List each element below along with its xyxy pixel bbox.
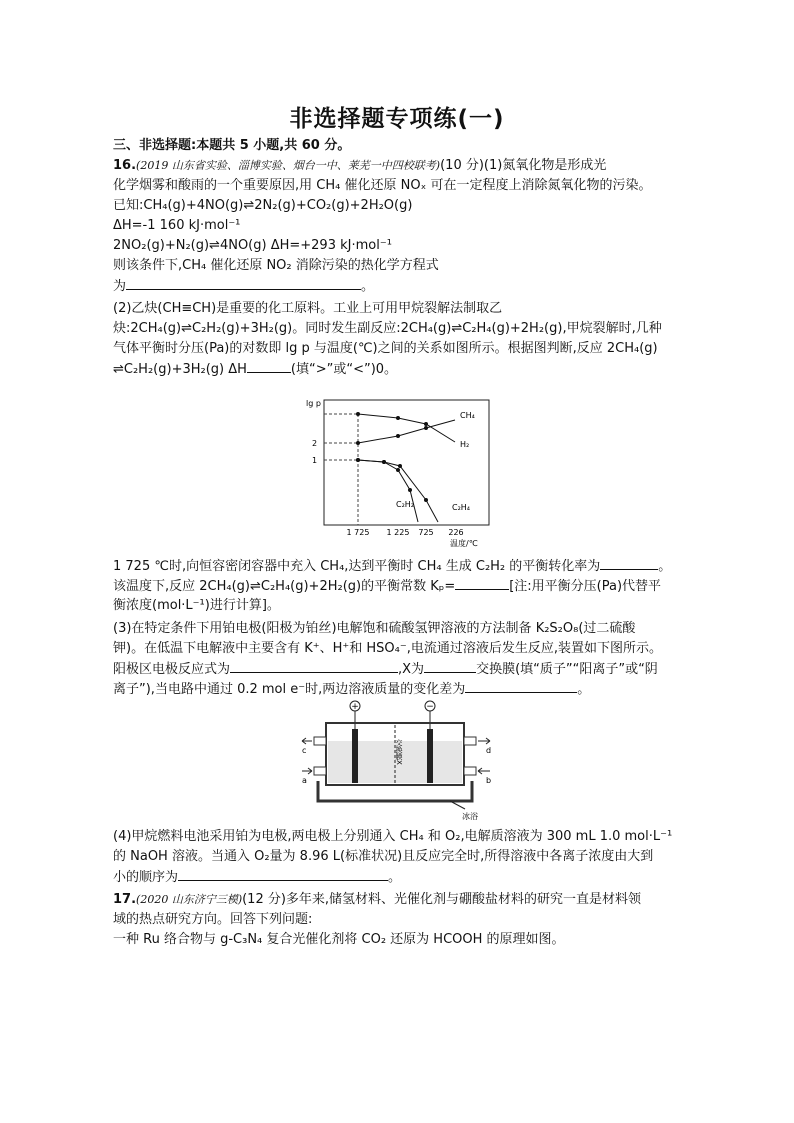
- series-point: [382, 460, 386, 464]
- q16-p2-line-3: 气体平衡时分压(Pa)的对数即 lg p 与温度(℃)之间的关系如图所示。根据图判断,反应 2CH₄(g): [113, 341, 658, 356]
- cathode-electrode: [427, 729, 433, 783]
- ice-bath-label: 冰浴: [462, 812, 478, 821]
- x-tick-label: 1 725: [346, 528, 370, 537]
- q17-line-1: 17.(2020 山东济宁三模)(12 分)多年来,储氢材料、光催化剂与硼酸盐材料的研究一直是材料领: [113, 892, 642, 907]
- series-point: [356, 412, 360, 416]
- answer-blank-3[interactable]: [600, 557, 658, 570]
- series-label: C₂H₄: [452, 503, 471, 512]
- series-point: [356, 441, 360, 445]
- q16-line-4: ΔH=-1 160 kJ·mol⁻¹: [113, 218, 241, 233]
- q16-line-6: 则该条件下,CH₄ 催化还原 NO₂ 消除污染的热化学方程式: [113, 258, 439, 273]
- x-tick-label: 226: [448, 528, 464, 537]
- q16-p3-line-3: 阳极区电极反应式为 ,X为 交换膜(填“质子”“阳离子”或“阴: [113, 662, 658, 677]
- q17-number: 17.: [113, 892, 137, 907]
- q17-line-3: 一种 Ru 络合物与 g-C₃N₄ 复合光催化剂将 CO₂ 还原为 HCOOH 的原理如图。: [113, 932, 565, 947]
- anode-electrode: [352, 729, 358, 783]
- svg-text:−: −: [426, 702, 434, 712]
- svg-text:c: c: [302, 746, 307, 755]
- q16-line-5: 2NO₂(g)+N₂(g)⇌4NO(g) ΔH=+293 kJ·mol⁻¹: [113, 238, 392, 253]
- y-tick-label: 1: [312, 456, 318, 465]
- series-point: [396, 434, 400, 438]
- series-point: [408, 488, 412, 492]
- page-title: 非选择题专项练(一): [289, 106, 505, 132]
- answer-blank-8[interactable]: [178, 868, 388, 881]
- series-label: CH₄: [460, 411, 475, 420]
- section-heading: 三、非选择题:本题共 5 小题,共 60 分。: [113, 138, 351, 153]
- y-tick-label: 2: [312, 439, 318, 448]
- series-point: [424, 422, 428, 426]
- answer-blank-7[interactable]: [465, 680, 577, 693]
- series-point: [396, 416, 400, 420]
- q16-score: (10 分)(1)氮氧化物是形成光: [440, 158, 607, 173]
- q16-p4-line-3: 小的顺序为 。: [113, 870, 402, 885]
- q16-line-3: 已知:CH₄(g)+4NO(g)⇌2N₂(g)+CO₂(g)+2H₂O(g): [113, 198, 413, 213]
- series-curve-2: [358, 420, 455, 443]
- series-point: [398, 464, 402, 468]
- answer-blank-1[interactable]: [126, 277, 361, 290]
- outlet-d-arrow: [478, 738, 490, 744]
- q16-p2-line-4: ⇌C₂H₂(g)+3H₂(g) ΔH (填“>”或“<”)0。: [113, 362, 398, 377]
- inlet-b-arrow: [478, 768, 490, 774]
- series-point: [424, 426, 428, 430]
- q16-p3-line-4: 离子”),当电路中通过 0.2 mol e⁻时,两边溶液质量的变化差为 。: [113, 682, 591, 697]
- q16-line-2: 化学烟雾和酸雨的一个重要原因,用 CH₄ 催化还原 NOₓ 可在一定程度上消除氮氧化物的污染。: [113, 178, 652, 193]
- inlet-a-arrow: [302, 768, 312, 774]
- q16-p2-line-7: 衡浓度(mol·L⁻¹)进行计算]。: [113, 598, 280, 613]
- answer-blank-2[interactable]: [247, 360, 291, 373]
- q17-source: (2020 山东济宁三模): [136, 893, 243, 906]
- q16-number: 16.: [113, 158, 137, 173]
- series-curve-1: [358, 414, 455, 442]
- lgp-temperature-chart: [300, 390, 500, 550]
- svg-text:d: d: [486, 746, 492, 755]
- x-tick-label: 725: [418, 528, 434, 537]
- outlet-c-arrow: [302, 738, 312, 744]
- electrolysis-apparatus-diagram: [300, 697, 500, 827]
- membrane-label: 交换膜X: [395, 739, 403, 765]
- q16-source: (2019 山东省实验、淄博实验、烟台一中、莱芜一中四校联考): [136, 159, 441, 172]
- q16-p4-line-1: (4)甲烷燃料电池采用铂为电极,两电极上分别通入 CH₄ 和 O₂,电解质溶液为 300 mL 1.0 mol·L⁻¹: [113, 829, 673, 844]
- x-tick-label: 1 225: [386, 528, 410, 537]
- series-point: [424, 498, 428, 502]
- q16-p2-line-6: 该温度下,反应 2CH₄(g)⇌C₂H₄(g)+2H₂(g)的平衡常数 Kₚ= [注:用平衡分压(Pa)代替平: [113, 579, 662, 594]
- q16-p2-line-5: 1 725 ℃时,向恒容密闭容器中充入 CH₄,达到平衡时 CH₄ 生成 C₂H₂ 的平衡转化率为 。: [113, 559, 672, 574]
- chart-ylabel: lg p: [306, 399, 321, 408]
- q16-line-1: [113, 157, 606, 175]
- answer-blank-5[interactable]: [230, 660, 398, 673]
- answer-blank-6[interactable]: [424, 660, 476, 673]
- series-point: [396, 468, 400, 472]
- svg-text:b: b: [486, 776, 492, 785]
- q16-p3-line-1: (3)在特定条件下用铂电极(阳极为铂丝)电解饱和硫酸氢钾溶液的方法制备 K₂S₂O₈(过二硫酸: [113, 621, 636, 636]
- q16-p4-line-2: 的 NaOH 溶液。当通入 O₂量为 8.96 L(标准状况)且反应完全时,所得溶液中各离子浓度由大到: [113, 849, 654, 864]
- q16-line-7: 为 。: [113, 279, 375, 294]
- q17-line-2: 域的热点研究方向。回答下列问题:: [113, 912, 313, 927]
- q16-p2-line-1: (2)乙炔(CH≡CH)是重要的化工原料。工业上可用甲烷裂解法制取乙: [113, 301, 503, 316]
- chart-layer: [312, 411, 478, 548]
- series-point: [356, 458, 360, 462]
- q16-p3-line-2: 钾)。在低温下电解液中主要含有 K⁺、H⁺和 HSO₄⁻,电流通过溶液后发生反应,装置如下图所示。: [113, 641, 662, 656]
- answer-blank-4[interactable]: [455, 577, 509, 590]
- svg-text:+: +: [351, 702, 359, 712]
- series-label: C₂H₂: [396, 500, 415, 509]
- x-axis-label: 温度/℃: [450, 539, 478, 548]
- series-label: H₂: [460, 440, 470, 449]
- svg-text:a: a: [302, 776, 307, 785]
- q16-p2-line-2: 炔:2CH₄(g)⇌C₂H₂(g)+3H₂(g)。同时发生副反应:2CH₄(g)⇌C₂H₄(g)+2H₂(g),甲烷裂解时,几种: [113, 321, 662, 336]
